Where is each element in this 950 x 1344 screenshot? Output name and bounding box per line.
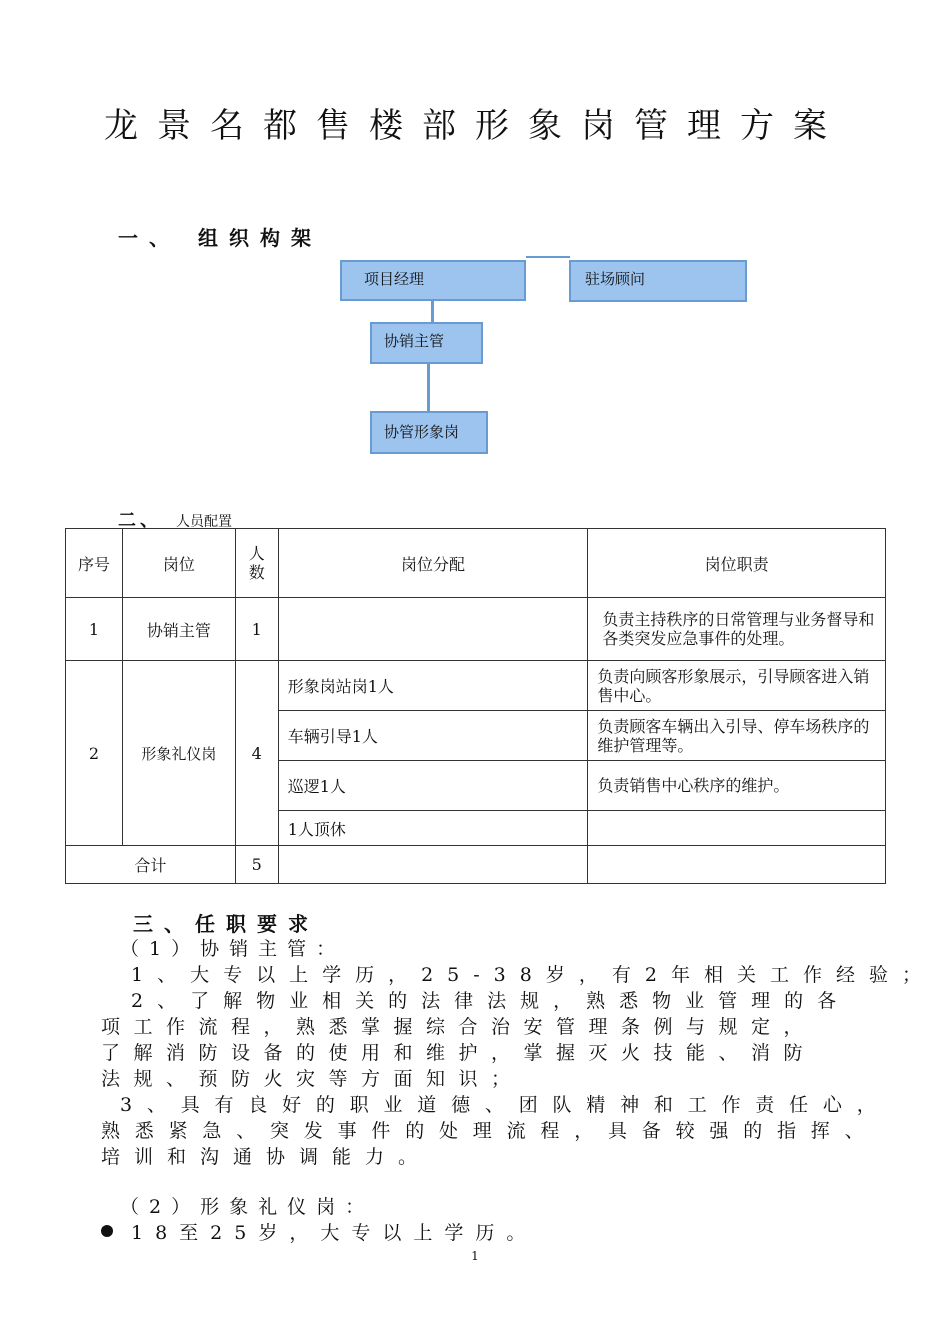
total-empty-1 bbox=[278, 846, 588, 884]
header-count-text: 人数 bbox=[248, 544, 265, 582]
section2-number: 二、 bbox=[118, 510, 162, 531]
table-total-row bbox=[66, 846, 886, 884]
row1-post: 协销主管 bbox=[122, 598, 235, 661]
requirement-line-4: 了解消防设备的使用和维护，掌握灭火技能、消防 bbox=[101, 1042, 817, 1064]
section3-sub1: （1）协销主管： bbox=[120, 938, 346, 960]
header-assignment: 岗位分配 bbox=[278, 529, 588, 598]
bullet-icon bbox=[101, 1225, 113, 1237]
org-box-consultant: 驻场顾问 bbox=[569, 260, 747, 302]
requirement-bullet-1: 18至25岁，大专以上学历。 bbox=[131, 1222, 538, 1244]
header-post: 岗位 bbox=[122, 529, 235, 598]
row2-assignment-1: 形象岗站岗1人 bbox=[278, 661, 588, 711]
header-duty: 岗位职责 bbox=[588, 529, 886, 598]
row1-duty: 负责主持秩序的日常管理与业务督导和各类突发应急事件的处理。 bbox=[588, 598, 886, 661]
section3-sub2: （2）形象礼仪岗： bbox=[120, 1196, 375, 1218]
requirement-line-5: 法规、预防火灾等方面知识； bbox=[101, 1068, 524, 1090]
org-box-supervisor: 协销主管 bbox=[370, 322, 483, 364]
requirement-line-1: 1、大专以上学历，25-38岁，有2年相关工作经验； bbox=[131, 964, 935, 986]
org-box-image-post: 协管形象岗 bbox=[370, 411, 488, 454]
row2-count: 4 bbox=[235, 661, 278, 846]
connector-supervisor-imagepost bbox=[427, 363, 430, 413]
connector-manager-consultant bbox=[526, 256, 570, 258]
requirement-line-6: 3、具有良好的职业道德、团队精神和工作责任心， bbox=[120, 1094, 891, 1116]
table-row bbox=[66, 598, 886, 661]
row1-assignment bbox=[278, 598, 588, 661]
row2-post: 形象礼仪岗 bbox=[122, 661, 235, 846]
total-label: 合计 bbox=[66, 846, 236, 884]
total-count: 5 bbox=[235, 846, 278, 884]
requirement-line-7: 熟悉紧急、突发事件的处理流程，具备较强的指挥、 bbox=[101, 1120, 879, 1142]
header-no: 序号 bbox=[66, 529, 123, 598]
section1-heading: 一、 组织构架 bbox=[118, 226, 322, 250]
requirement-line-2: 2、了解物业相关的法律法规，熟悉物业管理的各 bbox=[131, 990, 851, 1012]
total-empty-2 bbox=[588, 846, 886, 884]
row2-duty-2: 负责顾客车辆出入引导、停车场秩序的维护管理等。 bbox=[588, 711, 886, 761]
row2-duty-3: 负责销售中心秩序的维护。 bbox=[588, 761, 886, 811]
header-count bbox=[235, 529, 278, 598]
requirement-line-8: 培训和沟通协调能力。 bbox=[101, 1146, 432, 1168]
table-header-row bbox=[66, 529, 886, 598]
row2-duty-4 bbox=[588, 811, 886, 846]
section2-subheading: 人员配置 bbox=[176, 514, 232, 530]
table-row bbox=[66, 661, 886, 711]
org-box-manager: 项目经理 bbox=[340, 260, 526, 301]
requirement-line-3: 项工作流程，熟悉掌握综合治安管理条例与规定， bbox=[101, 1016, 817, 1038]
document-title: 龙景名都售楼部形象岗管理方案 bbox=[104, 106, 846, 146]
row1-count: 1 bbox=[235, 598, 278, 661]
row2-assignment-2: 车辆引导1人 bbox=[278, 711, 588, 761]
page-number: 1 bbox=[471, 1249, 479, 1263]
row2-assignment-4: 1人顶休 bbox=[278, 811, 588, 846]
staffing-table bbox=[65, 528, 886, 884]
row2-no: 2 bbox=[66, 661, 123, 846]
row2-assignment-3: 巡逻1人 bbox=[278, 761, 588, 811]
row1-no: 1 bbox=[66, 598, 123, 661]
section3-heading: 三、任职要求 bbox=[133, 912, 319, 936]
row2-duty-1: 负责向顾客形象展示，引导顾客进入销售中心。 bbox=[588, 661, 886, 711]
